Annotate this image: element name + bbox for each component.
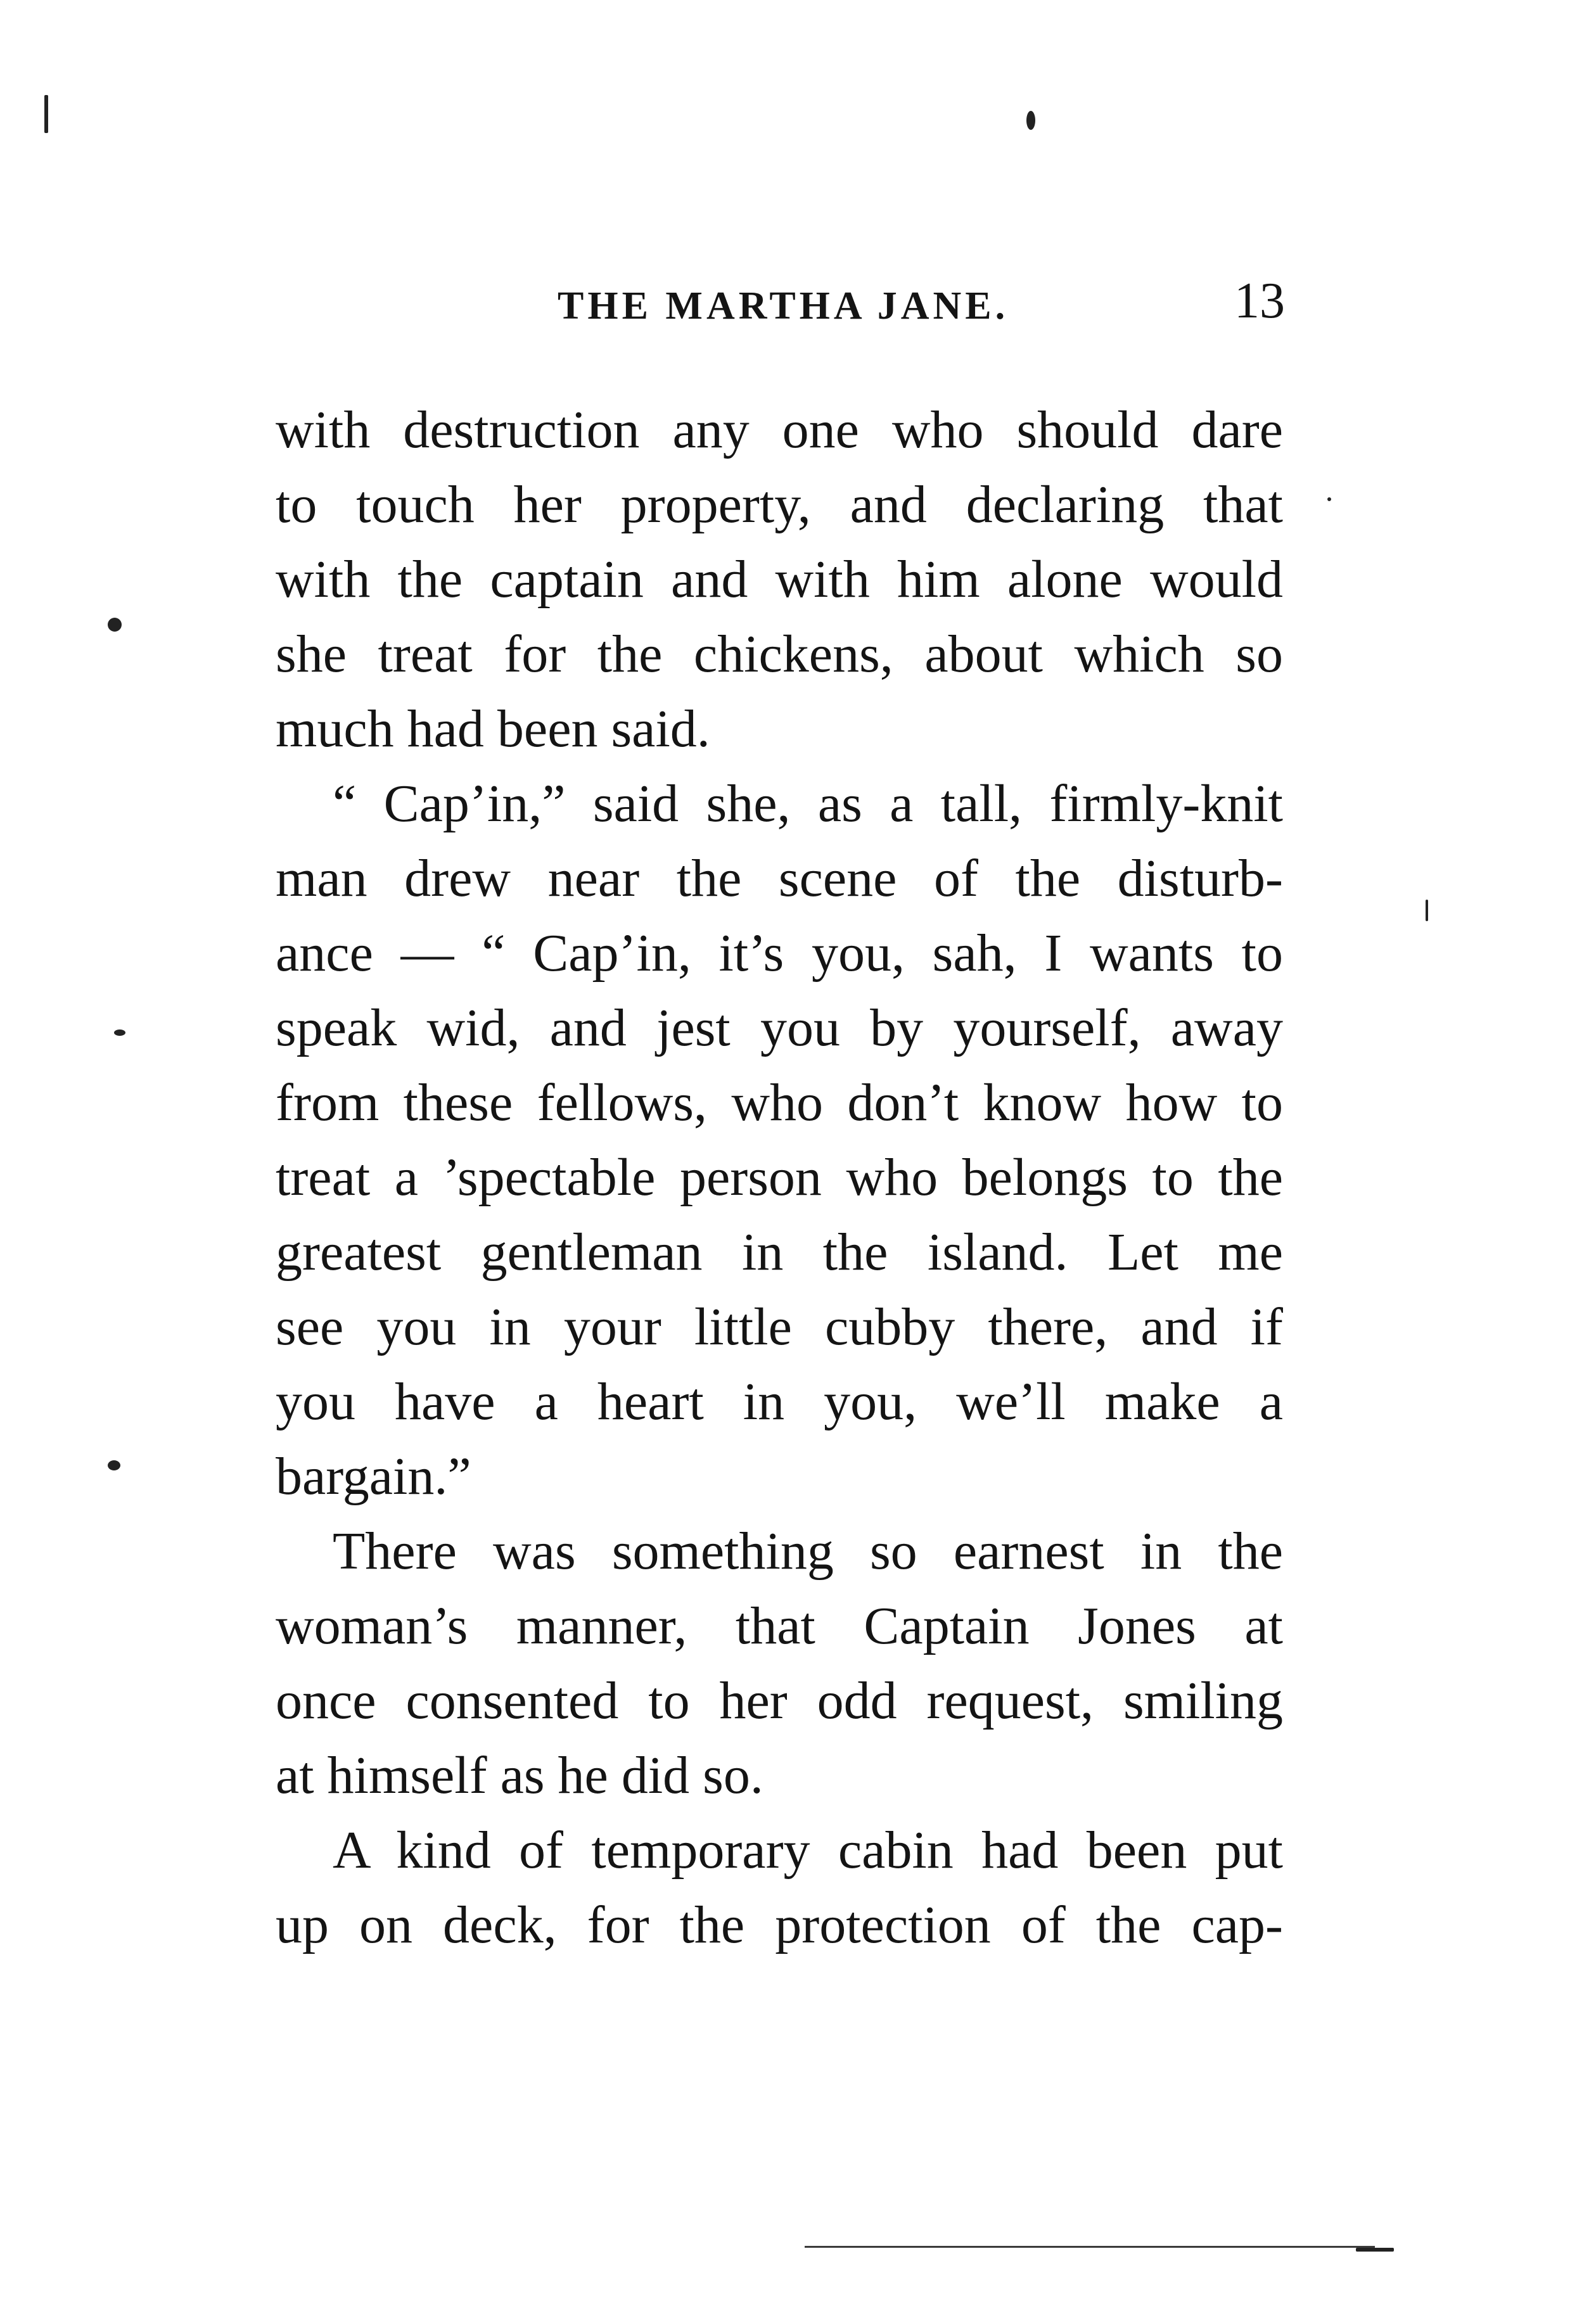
- scan-speck: [108, 1460, 120, 1470]
- scan-speck: [1356, 2248, 1394, 2252]
- scan-speck: [114, 1029, 125, 1036]
- text-line: see you in your little cubby there, and if: [276, 1297, 1283, 1356]
- footer-rule: [805, 2246, 1375, 2248]
- scan-speck: [108, 618, 122, 632]
- running-title: THE MARTHA JANE.: [558, 284, 1009, 328]
- text-line: ance — “ Cap’in, it’s you, sah, I wants to: [276, 924, 1283, 983]
- scan-speck: [1327, 497, 1331, 501]
- body-text: [276, 393, 1283, 1963]
- text-line: treat a ’spectable person who belongs to the: [276, 1148, 1283, 1207]
- text-line: woman’s manner, that Captain Jones at: [276, 1597, 1283, 1655]
- text-line: she treat for the chickens, about which so: [276, 625, 1283, 684]
- running-head: [272, 272, 1285, 329]
- scan-speck: [1026, 111, 1035, 130]
- text-line: at himself as he did so.: [276, 1746, 763, 1805]
- text-line: from these fellows, who don’t know how to: [276, 1073, 1283, 1132]
- text-line: much had been said.: [276, 699, 710, 758]
- scan-speck: [1426, 900, 1428, 921]
- text-line: once consented to her odd request, smiling: [276, 1671, 1283, 1730]
- text-line: to touch her property, and declaring that: [276, 475, 1283, 534]
- text-line: “ Cap’in,” said she, as a tall, firmly-knit: [333, 774, 1283, 833]
- text-line: speak wid, and jest you by yourself, away: [276, 998, 1283, 1057]
- text-line: with the captain and with him alone would: [276, 550, 1283, 609]
- text-line: bargain.”: [276, 1447, 471, 1506]
- text-line: you have a heart in you, we’ll make a: [276, 1372, 1283, 1431]
- text-line: man drew near the scene of the disturb-: [276, 849, 1283, 908]
- text-line: greatest gentleman in the island. Let me: [276, 1223, 1283, 1282]
- text-line: There was something so earnest in the: [333, 1522, 1283, 1581]
- text-line: up on deck, for the protection of the cap-: [276, 1896, 1283, 1954]
- text-line: A kind of temporary cabin had been put: [333, 1821, 1283, 1880]
- scan-speck: [44, 95, 48, 133]
- text-line: with destruction any one who should dare: [276, 400, 1283, 459]
- page-number: 13: [1234, 273, 1285, 329]
